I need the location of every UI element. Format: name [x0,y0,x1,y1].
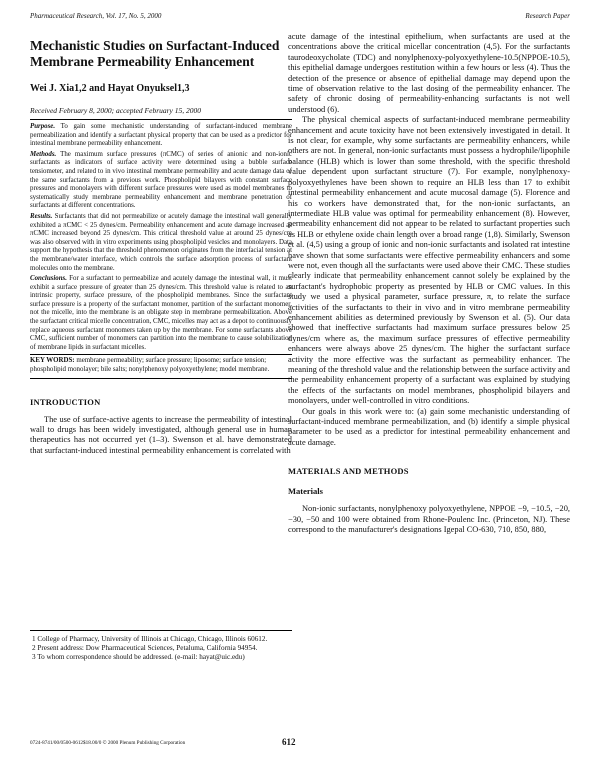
abstract [30,123,292,352]
paper-title: Mechanistic Studies on Surfactant-Induced Membrane Permeability Enhancement [30,38,280,69]
body-paragraph-1: acute damage of the intestinal epithelium, when surfactants are used at the concentrations above the critical micellar concentration (4,5). For the surfactants taurodeoxycholate (TDC) and nonylphenoxy-polyoxyethylene-10.5(NPPOE-10.5), this epithelial damage undergoes restitution within a few hours or less (4). Thus the detection of the presence or absence of epithelial damage may depend upon the time of observation relative to the last dosing of the permeability enhancer. The safety of chronic dosing of permeability-enhancing surfactants is not well understood (6). [288,32,570,114]
footer-copyright: 0724-8741/00/0500-0612$18.00/0 © 2000 Plenum Publishing Corporation [30,740,186,746]
methods-heading: MATERIALS AND METHODS [288,466,409,477]
keywords: KEY WORDS: membrane permeability; surface pressure; liposome; surface tension; phospholipid monolayer; bile salts; nonylphenoxy polyoxyethylene; model membrane. [30,354,292,378]
intro-heading: INTRODUCTION [30,396,101,407]
received-date: Received February 8, 2000; accepted February 15, 2000 [30,106,292,120]
journal-header: Pharmaceutical Research, Vol. 17, No. 5, 2000 [30,12,162,20]
abstract-purpose: Purpose. To gain some mechanistic understanding of surfactant-induced membrane permeabilization and identify a surfactant physical property that can be used as a predictor for intestinal membrane permeability enhancement. [30,123,292,148]
left-column [30,32,292,456]
body-paragraph-2: The physical chemical aspects of surfactant-induced membrane permeability enhancement and acute toxicity have not been extensively investigated in detail. It is not clear, for example, why some surfactants are permeability enhancers, while others are not. In general, non-ionic surfactants must possess a hydrophile/lipophile balance (HLB) which is lower than some threshold, with the specific threshold value dependent upon surfactant structure (7). For example, nonylphenoxy-polyoxyethylenes have been shown to require an HLB less than 17 to exhibit intestinal permeability enhancement and acute mucosal damage (5). Florence and his co workers have demonstrated that, for the non-ionic surfactants, an intermediate HLB value was optimal for permeability enhancement (8). However, permeability enhancement did not appear to be related to surfactant properties such as HLB or ethylene oxide chain length over a broad range (1,8). Similarly, Swenson et al. (4,5) using a group of ionic and non-ionic surfactants and isolated rat intestine have shown that some surfactants were effective permeability enhancers and some were not, even though all the surfactants were used above their CMC. These studies clearly indicate that permeability enhancement cannot solely be explained by the surfactant's hydrophobic property as presented by HLB or CMC values. In this study we used a physical parameter, surface pressure, π, to relate the surface activities of the surfactants to their in vivo and in vitro membrane permeability enhancement abilities as determined previously by Swenson et al. (5). Our data showed that ineffective surfactants had maximum surface pressures below 25 dynes/cm where as, the maximum surface pressures of effective permeability enhancers were always above 25 dynes/cm. The higher the surfactant surface activity the more effective was the surfactant as permeability enhancer. The meaning of the threshold value and the relationship between the surface activity and the permeability enhancement property of a surfactant was explained by studying the effects of the surfactants on model membranes, phospholipid bilayers and monolayers, under well-controlled in vitro conditions. [288,115,570,406]
abstract-results: Results. Surfactants that did not permeabilize or acutely damage the intestinal wall generally exhibited a πCMC < 25 dynes/cm. Permeability enhancement and acute damage increased as πCMC increased beyond 25 dynes/cm. This critical threshold value at around 25 dynes/cm was also observed with in vitro experiments using phospholipid vesicles and monolayers. Data support the hypothesis that the threshold phenomenon originates from the interfacial tension at the membrane/water interface, which controls the surface adsorption process of surfactant molecules onto the membrane. [30,212,292,272]
right-column [288,32,570,535]
authors: Wei J. Xia1,2 and Hayat Onyuksel1,3 [30,83,190,94]
abstract-conclusions: Conclusions. For a surfactant to permeabilize and acutely damage the intestinal wall, it must exhibit a surface pressure of greater than 25 dynes/cm. This threshold value is related to an intrinsic property, surface pressure, of the phospholipid membranes. Since the surfactant surface pressure is a property of the surfactant monomer, partition of the surfactant monomer, not the micelle, into the membrane is an obligate step in membrane permeabilization. Above the surfactant critical micelle concentration, CMC, micelles may act as a depot to continuously replace aqueous surfactant monomers taken up by the membrane. For some surfactants above CMC, sufficient number of monomers can partition into the membrane to cause solubilization of membrane lipids in surfactant micelles. [30,275,292,351]
materials-heading: Materials [288,486,323,497]
body-paragraph-3: Our goals in this work were to: (a) gain some mechanistic understanding of surfactant-induced membrane permeabilization, and (b) identify a simple physical parameter to be used as a predictor for intestinal permeability enhancement and acute damage. [288,406,570,447]
intro-paragraph: The use of surface-active agents to increase the permeability of intestinal wall to drugs has been widely investigated, although general use in human therapeutics has not occurred yet (1–3). Swenson et al. have demonstrated that surfactant-induced intestinal permeability enhancement is correlated with [30,414,292,455]
abstract-methods: Methods. The maximum surface pressures (πCMC) of series of anionic and non-ionic surfactants as indicators of surface activity were determined using a bubble surface tensiometer, and related to in vivo intestinal membrane permeability and acute damage data of the same surfactants from a previous work. Phospholipid bilayers with constant surface pressures and monolayers with different surface pressures were used as model membranes to systematically study membrane permeability enhancement and membrane penetration of surfactants at different concentrations. [30,150,292,210]
materials-paragraph: Non-ionic surfactants, nonylphenoxy polyoxyethylene, NPPOE −9, −10.5, −20, −30, −50 and 100 were obtained from Rhone-Poulenc Inc. (Princeton, NJ). These correspond to the manufacturer's designations Igepal CO-630, 710, 850, 880, [288,504,570,535]
page-number: 612 [282,737,296,747]
article-type: Research Paper [525,12,570,20]
footnotes: 1 College of Pharmacy, University of Illinois at Chicago, Chicago, Illinois 60612. 2 Present address: Dow Pharmaceutical Sciences, Petaluma, California 94954. 3 To whom correspondence should be addressed. (e-mail: hayat@uic.edu) [30,630,292,662]
